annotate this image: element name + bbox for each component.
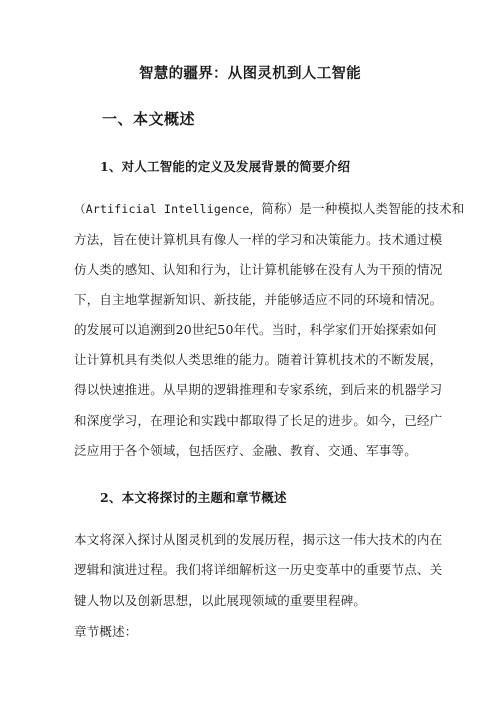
paragraph-1-line-3: 仿人类的感知、认知和行为，让计算机能够在没有人为干预的情况 bbox=[74, 262, 443, 277]
paragraph-1-line-8: 和深度学习，在理论和实践中都取得了长足的进步。如今，已经广 bbox=[74, 413, 443, 428]
paragraph-1-line-1 bbox=[74, 201, 464, 217]
paragraph-1-line-7: 得以快速推进。从早期的逻辑推理和专家系统，到后来的机器学习 bbox=[74, 382, 443, 397]
paragraph-1-line-9: 泛应用于各个领域，包括医疗、金融、教育、交通、军事等。 bbox=[74, 443, 417, 458]
paragraph-1-line-4: 下，自主地掌握新知识、新技能，并能够适应不同的环境和情况。 bbox=[74, 292, 443, 307]
chapter-overview-label: 章节概述： bbox=[74, 624, 138, 639]
subsection-heading-2: 2、本文将探讨的主题和章节概述 bbox=[100, 490, 287, 505]
document-title: 智慧的疆界：从图灵机到人工智能 bbox=[139, 65, 361, 82]
paragraph-2-line-2: 逻辑和演进过程。我们将详细解析这一历史变革中的重要节点、关 bbox=[74, 562, 443, 577]
paragraph-1-line-1-text: 简称）是一种模拟人类智能的技术和 bbox=[261, 201, 465, 216]
paragraph-1-line-5: 的发展可以追溯到20世纪50年代。当时，科学家们开始探索如何 bbox=[74, 322, 437, 337]
paragraph-1-line-6: 让计算机具有类似人类思维的能力。随着计算机技术的不断发展， bbox=[74, 352, 443, 367]
paragraph-2-line-1: 本文将深入探讨从图灵机到的发展历程，揭示这一伟大技术的内在 bbox=[74, 532, 443, 547]
paragraph-2-line-3: 键人物以及创新思想，以此展现领域的重要里程碑。 bbox=[74, 593, 367, 608]
paragraph-1-english-term: （Artificial Intelligence， bbox=[74, 202, 262, 216]
paragraph-1-line-2: 方法，旨在使计算机具有像人一样的学习和决策能力。技术通过模 bbox=[74, 232, 443, 247]
subsection-heading-1: 1、对人工智能的定义及发展背景的简要介绍 bbox=[100, 159, 351, 174]
section-heading-overview: 一、本文概述 bbox=[102, 110, 196, 128]
